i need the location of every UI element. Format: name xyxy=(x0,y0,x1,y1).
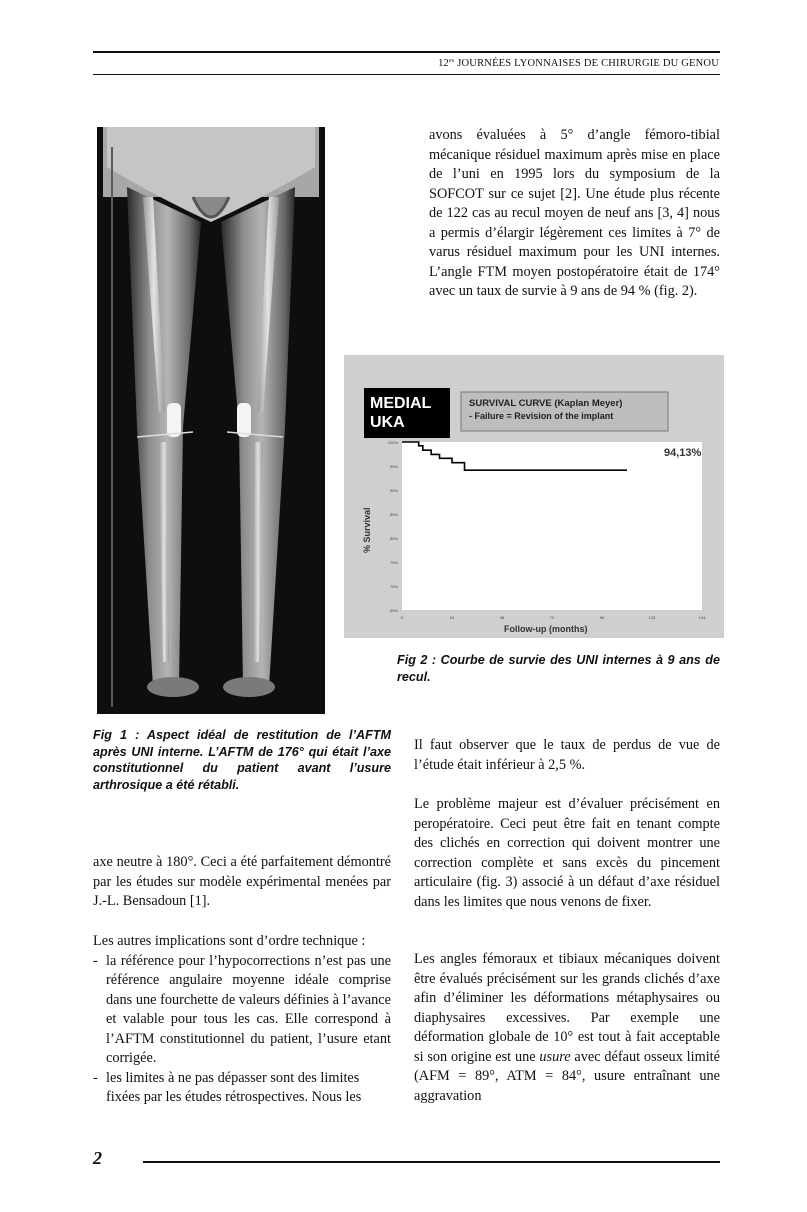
x-tick-label: 72 xyxy=(549,615,555,620)
figure1-xray-image xyxy=(97,127,325,714)
y-tick-label: 85% xyxy=(389,512,398,517)
x-tick-label: 0 xyxy=(400,615,404,620)
footer-rule xyxy=(143,1161,720,1163)
x-tick-label: 96 xyxy=(599,615,605,620)
header-title: JOURNÉES LYONNAISES DE CHIRURGIE DU GENOU xyxy=(454,58,719,69)
right-paragraph-1: Il faut observer que le taux de perdus de vue de l’étude était inférieur à 2,5 %. xyxy=(414,737,720,773)
list-item: - les limites à ne pas dépasser sont des limites fixées par les études rétrospectives. Nous les xyxy=(93,1069,391,1108)
plot-area xyxy=(402,442,702,610)
header-rule-top xyxy=(93,51,720,53)
left-paragraph-2 xyxy=(93,932,391,1108)
page-number: 2 xyxy=(93,1148,102,1168)
badge-line2: UKA xyxy=(370,414,405,431)
bullet-2-line-2: fixées par les études rétrospectives. Nous les xyxy=(106,1089,362,1105)
right-paragraph-3-emphasis: usure xyxy=(539,1048,571,1065)
chart-title: SURVIVAL CURVE (Kaplan Meyer) xyxy=(469,398,623,409)
bullet-2-line-1: les limites à ne pas dépasser sont des limites xyxy=(106,1069,360,1086)
y-tick-label: 90% xyxy=(389,488,398,493)
figure1-caption: Fig 1 : Aspect idéal de restitution de l’AFTM après UNI interne. L’AFTM de 176° qui était l’axe constitutionnel du patient avant l’usure arthrosique a été rétabli. xyxy=(93,728,391,792)
header-edition-number: 12 xyxy=(438,58,449,69)
header-rule-bottom xyxy=(93,74,720,75)
x-tick-label: 144 xyxy=(698,615,706,620)
x-tick-label: 120 xyxy=(648,615,656,620)
survival-end-label: 94,13% xyxy=(664,447,702,459)
y-tick-label: 100% xyxy=(387,440,398,445)
y-tick-label: 70% xyxy=(389,584,398,589)
y-tick-label: 65% xyxy=(389,608,398,613)
y-tick-label: 95% xyxy=(389,464,398,469)
list-item: - la référence pour l’hypocorrections n’est pas une référence angulaire moyenne idéale comprise dans une fourchette de valeurs définies à l’avance et valable pour tous les cas. Elle correspond à l’AFTM constitutionnel du patient, l’usure etant corrigée. xyxy=(93,952,391,1066)
right-paragraph-3-start: Les angles fémoraux et tibiaux mécaniques doivent être évalués précisément sur les grands clichés d’axe afin d’éliminer les déformations métaphysaires ou diaphysaires excessives. Par exemple une déformation globale de 10° est tout à fait acceptable si son origine est une xyxy=(414,951,720,1065)
y-tick-label: 80% xyxy=(389,536,398,541)
header-edition-suffix: es xyxy=(449,58,455,64)
left-paragraph-1: axe neutre à 180°. Ceci a été parfaitement démontré par les études sur modèle expérimental menées par J.-L. Bensadoun [1]. xyxy=(93,854,391,909)
figure2-chart xyxy=(344,355,724,638)
xray-drawing xyxy=(97,127,325,714)
chart-subtitle: - Failure = Revision of the implant xyxy=(469,411,614,421)
left-paragraph-2-intro: Les autres implications sont d’ordre technique : xyxy=(93,933,366,949)
x-tick-label: 48 xyxy=(499,615,505,620)
right-paragraph-2: Le problème majeur est d’évaluer précisément en peropératoire. Ceci peut être fait en tenant compte des clichés en correction qui doivent montrer une correction complète et sans excès du pincement articulaire (fig. 3) associé à un défaut d’axe résiduel dans les limites que nous venons de fixer. xyxy=(414,796,720,910)
bullet-1-text: la référence pour l’hypocorrections n’est pas une référence angulaire moyenne idéale comprise dans une fourchette de valeurs définies à l’avance et valable pour tous les cas. Elle correspond à l’AFTM constitutionnel du patient, l’usure etant corrigée. xyxy=(106,952,391,1066)
right-top-paragraph: avons évaluées à 5° d’angle fémoro-tibial mécanique résiduel maximum après mise en place de l’uni en 1995 lors du symposium de la SOFCOT sur ce sujet [2]. Une étude plus récente de 122 cas au recul moyen de neuf ans [3, 4] nous a permis d’élargir légèrement ces limites à 7° de varus résiduel maximum pour les UNI internes. L’angle FTM moyen postopératoire était de 174° avec un taux de survie à 9 ans de 94 % (fig. 2). xyxy=(429,127,720,299)
y-axis-label: % Survival xyxy=(362,507,372,553)
survival-chart-svg xyxy=(344,355,724,638)
badge-line1: MEDIAL xyxy=(370,395,432,412)
right-paragraph-3-end: avec défaut osseux limité (AFM = 89°, ATM = 84°, usure entraînant une aggravation xyxy=(414,1048,720,1104)
y-tick-label: 75% xyxy=(389,560,398,565)
figure2-caption: Fig 2 : Courbe de survie des UNI internes à 9 ans de recul. xyxy=(397,653,720,684)
x-axis-label: Follow-up (months) xyxy=(504,624,588,634)
right-paragraph-3 xyxy=(414,950,720,1106)
running-header xyxy=(438,58,719,69)
x-tick-label: 24 xyxy=(449,615,455,620)
